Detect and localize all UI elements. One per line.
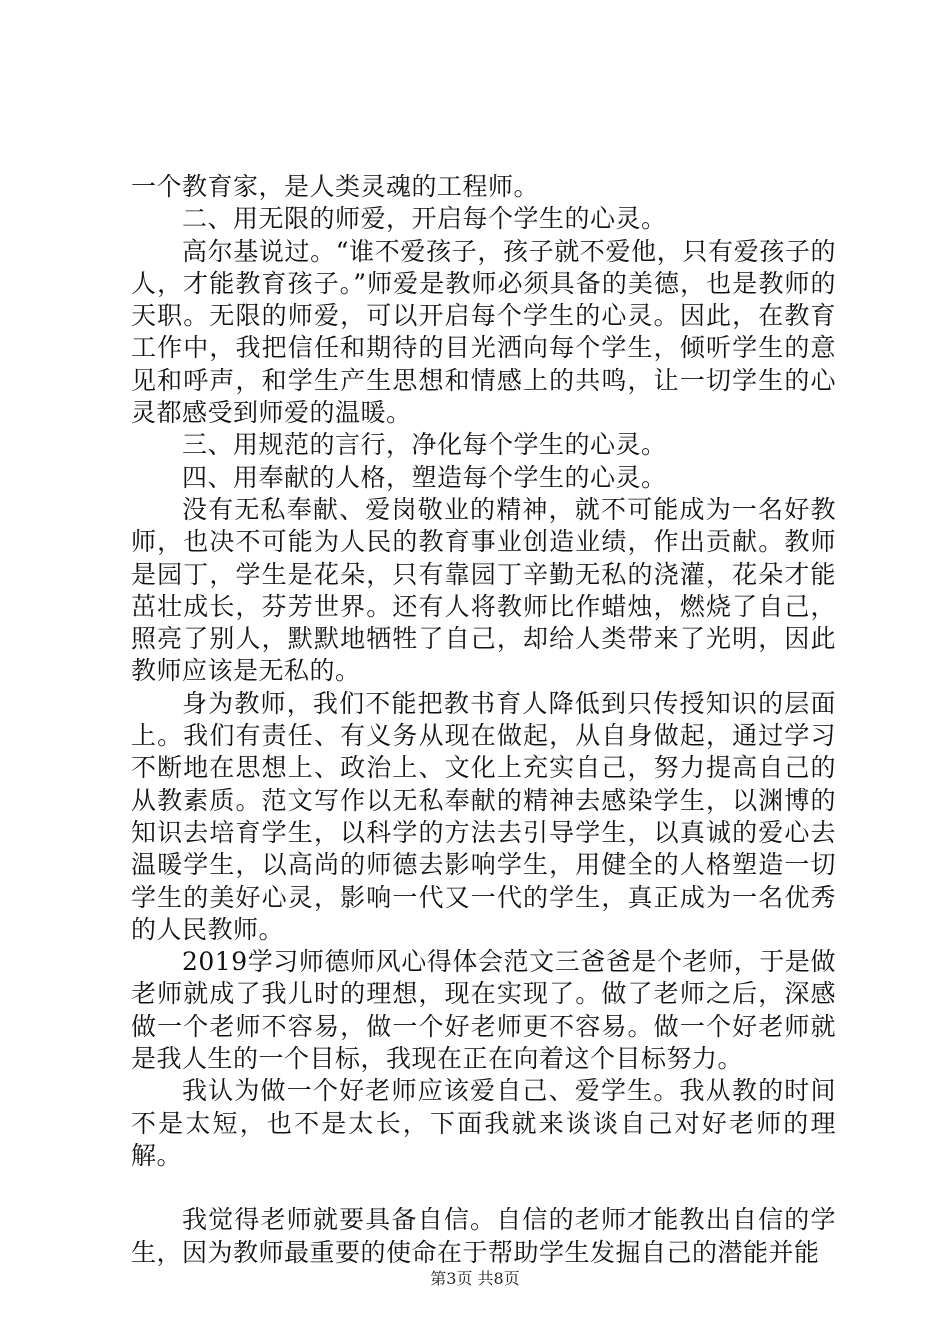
section-heading-3: 三、用规范的言行，净化每个学生的心灵。 bbox=[182, 430, 667, 460]
paragraph-gap bbox=[131, 1172, 836, 1204]
paragraph: 高尔基说过。“谁不爱孩子，孩子就不爱他，只有爱孩子的人，才能教育孩子。”师爱是教师必须具备的美德，也是教师的天职。无限的师爱，可以开启每个学生的心灵。因此，在教育工作中，我把信任和期待的目光洒向每个学生，倾听学生的意见和呼声，和学生产生思想和情感上的共鸣，让一切学生的心灵都感受到师爱的温暖。 bbox=[131, 236, 836, 428]
section-heading-2: 二、用无限的师爱，开启每个学生的心灵。 bbox=[182, 204, 667, 234]
paragraph: 没有无私奉献、爱岗敬业的精神，就不可能成为一名好教师，也决不可能为人民的教育事业创造业绩，作出贡献。教师是园丁，学生是花朵，只有靠园丁辛勤无私的浇灌，花朵才能茁壮成长，芬芳世界。还有人将教师比作蜡烛，燃烧了自己，照亮了别人，默默地牺牲了自己，却给人类带来了光明，因此教师应该是无私的。 bbox=[131, 494, 836, 686]
paragraph: 我认为做一个好老师应该爱自己、爱学生。我从教的时间不是太短，也不是太长，下面我就来谈谈自己对好老师的理解。 bbox=[131, 1076, 836, 1170]
paragraph: 我觉得老师就要具备自信。自信的老师才能教出自信的学生，因为教师最重要的使命在于帮助学生发掘自己的潜能并能 bbox=[131, 1205, 836, 1267]
document-body bbox=[131, 171, 836, 1269]
page-number-footer: 第3页 共8页 bbox=[430, 1269, 520, 1288]
paragraph-continuation: 一个教育家，是人类灵魂的工程师。 bbox=[131, 172, 540, 201]
section-heading-4: 四、用奉献的人格，塑造每个学生的心灵。 bbox=[182, 462, 667, 492]
paragraph: 2019学习师德师风心得体会范文三爸爸是个老师，于是做老师就成了我儿时的理想，现在实现了。做了老师之后，深感做一个老师不容易，做一个好老师更不容易。做一个好老师就是我人生的一个目标，我现在正在向着这个目标努力。 bbox=[131, 947, 836, 1074]
paragraph: 身为教师，我们不能把教书育人降低到只传授知识的层面上。我们有责任、有义务从现在做起，从自身做起，通过学习不断地在思想上、政治上、文化上充实自己，努力提高自己的从教素质。范文写作以无私奉献的精神去感染学生，以渊博的知识去培育学生，以科学的方法去引导学生，以真诚的爱心去温暖学生，以高尚的师德去影响学生，用健全的人格塑造一切学生的美好心灵，影响一代又一代的学生，真正成为一名优秀的人民教师。 bbox=[131, 688, 836, 944]
